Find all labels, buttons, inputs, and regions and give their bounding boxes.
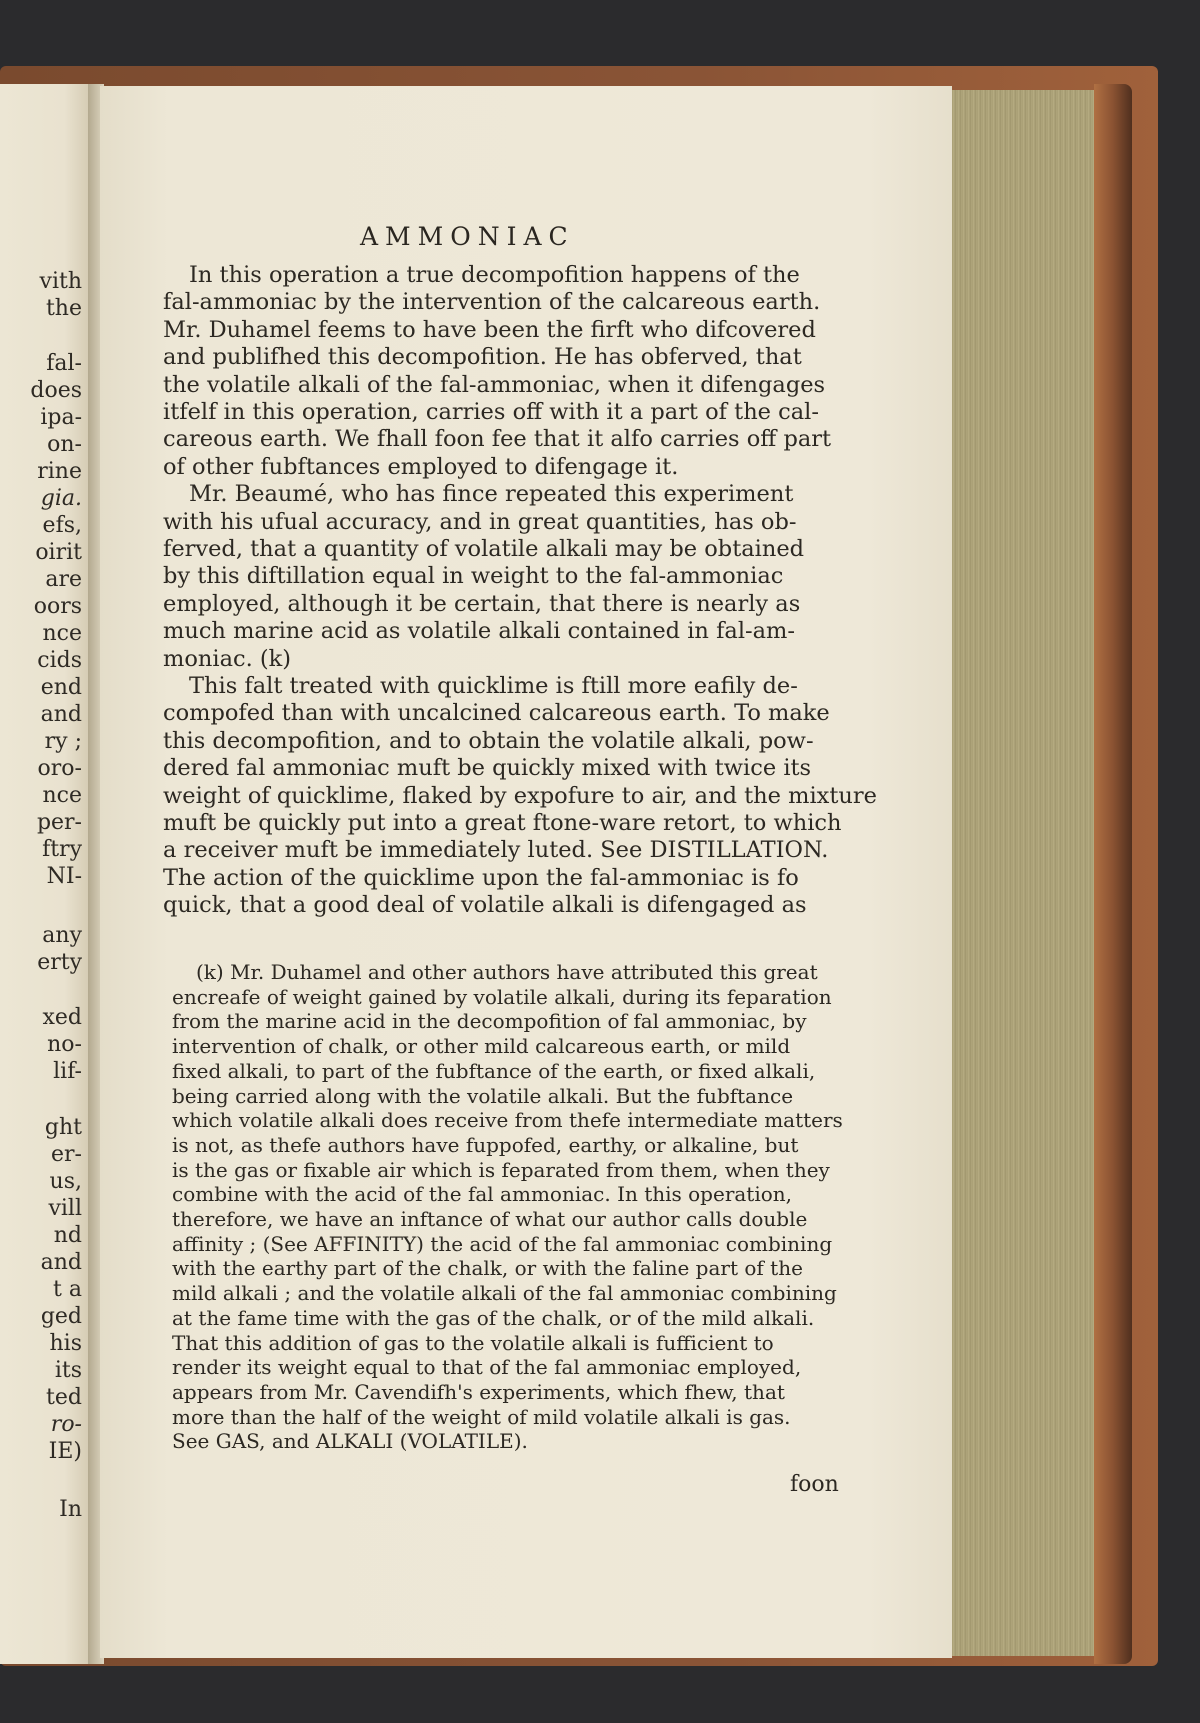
body-line: fal-ammoniac by the intervention of the calcareous earth.: [163, 289, 821, 316]
left-page-line: and: [40, 1250, 82, 1275]
footnote-line: is the gas or fixable air which is feparated from them, when they: [172, 1157, 830, 1182]
left-page-line: lif-: [53, 1059, 82, 1084]
left-page-line: any: [42, 923, 82, 948]
left-page: [0, 84, 92, 1664]
left-page-line: oors: [33, 594, 82, 619]
body-line: In this operation a true decompofition happens of the: [189, 262, 800, 288]
page-fore-edge: [952, 90, 1094, 1656]
left-page-line: In: [59, 1497, 82, 1522]
footnote-line: render its weight equal to that of the fal ammoniac employed,: [172, 1355, 802, 1380]
footnote-line: encreafe of weight gained by volatile alkali, during its feparation: [172, 984, 832, 1009]
body-line: dered fal ammoniac muft be quickly mixed with twice its: [163, 755, 812, 782]
footnote-line: See GAS, and ALKALI (VOLATILE).: [172, 1429, 528, 1454]
left-page-line: er-: [51, 1142, 82, 1167]
left-page-line: efs,: [42, 513, 82, 538]
body-line: and publifhed this decompofition. He has obferved, that: [163, 344, 802, 371]
footnote-line: therefore, we have an inftance of what our author calls double: [172, 1207, 808, 1231]
body-line: with his ufual accuracy, and in great quantities, has ob-: [163, 508, 797, 535]
running-head: AMMONIAC: [360, 222, 575, 251]
footnote-line: at the fame time with the gas of the chalk, or of the mild alkali.: [172, 1305, 815, 1330]
left-page-line: cids: [37, 648, 82, 673]
body-line: the volatile alkali of the fal-ammoniac, when it difengages: [163, 371, 826, 398]
left-page-line: ged: [40, 1304, 82, 1329]
left-page-line: are: [45, 567, 82, 592]
footnote-line: That this addition of gas to the volatile alkali is fufficient to: [172, 1330, 774, 1355]
footnote-line: mild alkali ; and the volatile alkali of the fal ammoniac combining: [172, 1281, 837, 1306]
left-page-line: nce: [42, 621, 82, 646]
body-line: of other fubftances employed to difengage it.: [163, 453, 679, 480]
left-page-line: t a: [53, 1277, 82, 1302]
catchword: foon: [790, 1472, 839, 1497]
left-page-line: and: [40, 702, 82, 727]
left-page-line: NI-: [46, 864, 82, 889]
body-line: This falt treated with quicklime is ftill more eafily de-: [189, 673, 798, 699]
body-line: compofed than with uncalcined calcareous earth. To make: [163, 700, 830, 727]
body-line: weight of quicklime, flaked by expofure to air, and the mixture: [163, 782, 877, 809]
left-page-line: its: [54, 1358, 82, 1383]
body-line: this decompofition, and to obtain the volatile alkali, pow-: [163, 727, 814, 754]
body-line: muft be quickly put into a great ftone-ware retort, to which: [163, 810, 842, 836]
body-line: employed, although it be certain, that there is nearly as: [163, 590, 801, 617]
body-line: quick, that a good deal of volatile alkali is difengaged as: [163, 892, 807, 919]
body-line: a receiver muft be immediately luted. See DISTILLATION.: [163, 837, 829, 864]
footnote-line: being carried along with the volatile alkali. But the fubftance: [172, 1083, 794, 1108]
footnote-line: from the marine acid in the decompofition of fal ammoniac, by: [172, 1009, 807, 1034]
left-page-line: oirit: [35, 540, 82, 565]
left-page-line: nce: [42, 783, 82, 808]
left-page-line: ro-: [50, 1412, 82, 1437]
left-page-line: per-: [36, 810, 82, 835]
left-page-line: the: [45, 296, 82, 321]
left-page-line: IE): [48, 1439, 82, 1464]
left-page-line: oro-: [37, 756, 82, 781]
footnote-line: more than the half of the weight of mild volatile alkali is gas.: [172, 1404, 791, 1429]
cover-edge: [1094, 84, 1132, 1664]
left-page-line: ry ;: [44, 729, 82, 754]
body-line: itfelf in this operation, carries off with it a part of the cal-: [163, 399, 819, 425]
footnote-line: combine with the acid of the fal ammoniac. In this operation,: [172, 1182, 793, 1207]
left-page-line: vill: [48, 1196, 82, 1221]
left-page-line: fal-: [46, 351, 82, 376]
body-line: careous earth. We fhall foon fee that it alfo carries off part: [163, 426, 832, 453]
left-page-line: vith: [39, 269, 82, 294]
body-line: The action of the quicklime upon the fal-ammoniac is fo: [163, 864, 799, 891]
left-page-line: on-: [47, 432, 82, 457]
footnote-line: fixed alkali, to part of the fubftance of the earth, or fixed alkali,: [172, 1058, 816, 1083]
body-line: ferved, that a quantity of volatile alkali may be obtained: [163, 536, 805, 562]
footnote-line: affinity ; (See AFFINITY) the acid of the fal ammoniac combining: [172, 1231, 833, 1256]
body-line: Mr. Duhamel feems to have been the firft who difcovered: [163, 316, 816, 343]
body-line: by this diftillation equal in weight to the fal-ammoniac: [163, 563, 784, 590]
footnote-line: intervention of chalk, or other mild calcareous earth, or mild: [172, 1034, 791, 1059]
left-page-line: ted: [46, 1385, 82, 1410]
left-page-line: does: [30, 378, 82, 403]
left-page-line: no-: [47, 1032, 82, 1057]
left-page-line: ght: [44, 1115, 82, 1140]
body-line: Mr. Beaumé, who has fince repeated this experiment: [189, 481, 794, 508]
left-page-line: gia.: [40, 486, 82, 511]
left-page-line: rine: [37, 459, 82, 484]
footnote-line: is not, as thefe authors have fuppofed, earthy, or alkaline, but: [172, 1132, 799, 1157]
left-page-line: his: [49, 1331, 82, 1356]
footnote-line: with the earthy part of the chalk, or with the faline part of the: [172, 1256, 803, 1281]
body-line: moniac. (k): [163, 645, 292, 672]
left-page-line: us,: [49, 1169, 82, 1194]
footnote-line: appears from Mr. Cavendifh's experiments, which fhew, that: [172, 1379, 785, 1404]
footnote-line: (k) Mr. Duhamel and other authors have attributed this great: [196, 960, 818, 984]
left-page-line: xed: [42, 1005, 82, 1030]
left-page-line: erty: [37, 950, 82, 975]
left-page-line: end: [40, 675, 82, 700]
footnote-line: which volatile alkali does receive from thefe intermediate matters: [172, 1108, 843, 1133]
body-line: much marine acid as volatile alkali contained in fal-am-: [163, 618, 795, 645]
left-page-line: nd: [53, 1223, 82, 1248]
left-page-line: ipa-: [40, 405, 82, 430]
left-page-line: ftry: [42, 837, 82, 862]
